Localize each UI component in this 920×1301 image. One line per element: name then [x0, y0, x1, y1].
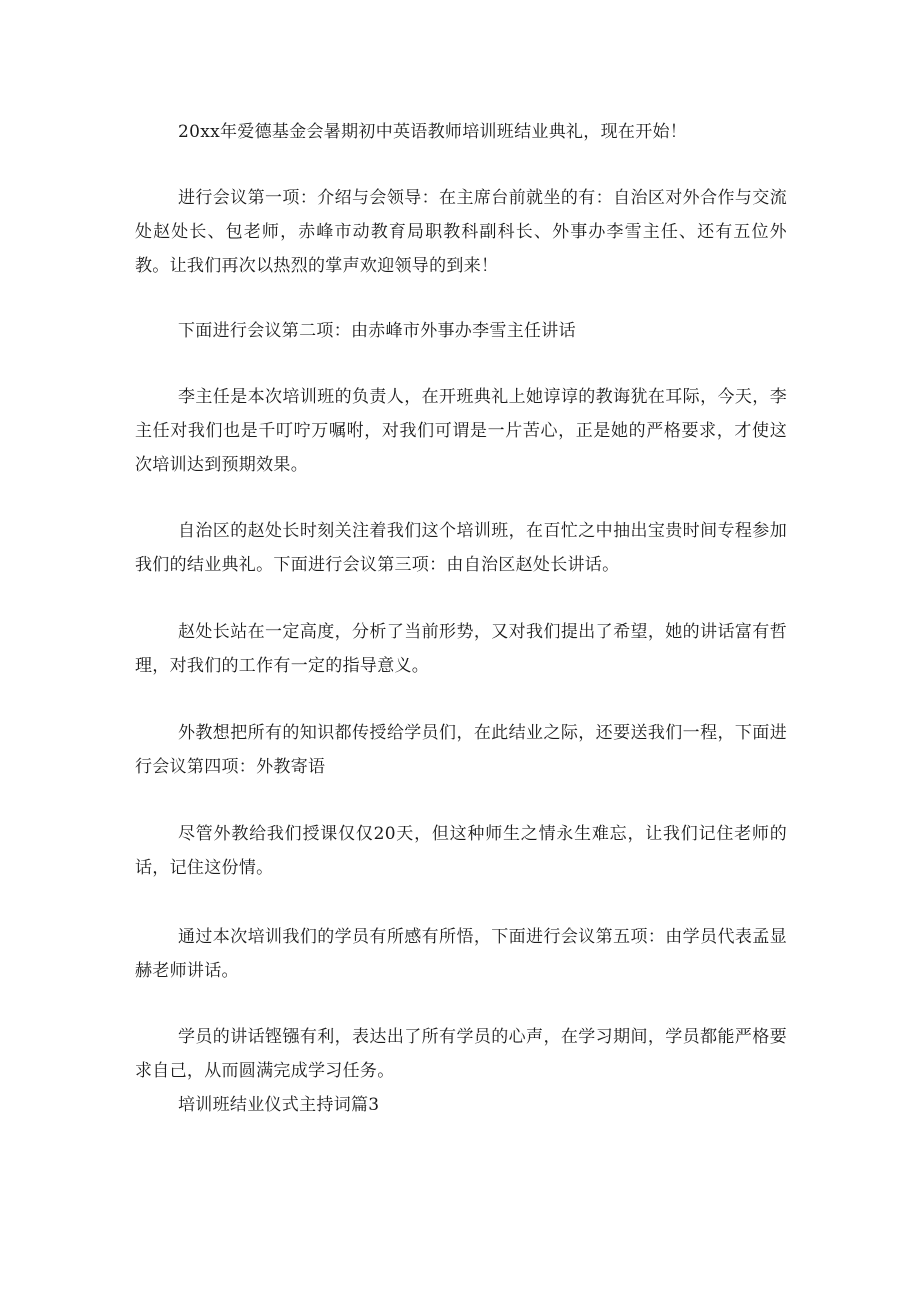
paragraph-director-li: 李主任是本次培训班的负责人，在开班典礼上她谆谆的教诲犹在耳际，今天，李主任对我们也是千叮咛万嘱咐，对我们可谓是一片苦心，正是她的严格要求，才使这次培训达到预期效果。	[135, 387, 787, 475]
paragraph-item-five: 通过本次培训我们的学员有所感有所悟，下面进行会议第五项：由学员代表孟显赫老师讲话。	[135, 927, 787, 981]
paragraph-opening: 20xx年爱德基金会暑期初中英语教师培训班结业典礼，现在开始！	[178, 122, 688, 142]
paragraph-item-two: 下面进行会议第二项：由赤峰市外事办李雪主任讲话	[178, 321, 576, 341]
paragraph-item-four: 外教想把所有的知识都传授给学员们，在此结业之际，还要送我们一程，下面进行会议第四项：外教寄语	[135, 723, 787, 777]
paragraph-director-zhao: 赵处长站在一定高度，分析了当前形势，又对我们提出了希望，她的讲话富有哲理，对我们的工作有一定的指导意义。	[135, 622, 787, 676]
section-heading: 培训班结业仪式主持词篇3	[178, 1095, 380, 1115]
paragraph-foreign-teachers: 尽管外教给我们授课仅仅20天，但这种师生之情永生难忘，让我们记住老师的话，记住这份情。	[135, 824, 787, 878]
paragraph-student-speech: 学员的讲话铿镪有利，表达出了所有学员的心声，在学习期间，学员都能严格要求自己，从而圆满完成学习任务。	[135, 1027, 787, 1081]
paragraph-item-one: 进行会议第一项：介绍与会领导：在主席台前就坐的有：自治区对外合作与交流处赵处长、包老师，赤峰市动教育局职教科副科长、外事办李雪主任、还有五位外教。让我们再次以热烈的掌声欢迎领导的到来！	[135, 188, 787, 276]
paragraph-item-three: 自治区的赵处长时刻关注着我们这个培训班，在百忙之中抽出宝贵时间专程参加我们的结业典礼。下面进行会议第三项：由自治区赵处长讲话。	[135, 521, 787, 575]
